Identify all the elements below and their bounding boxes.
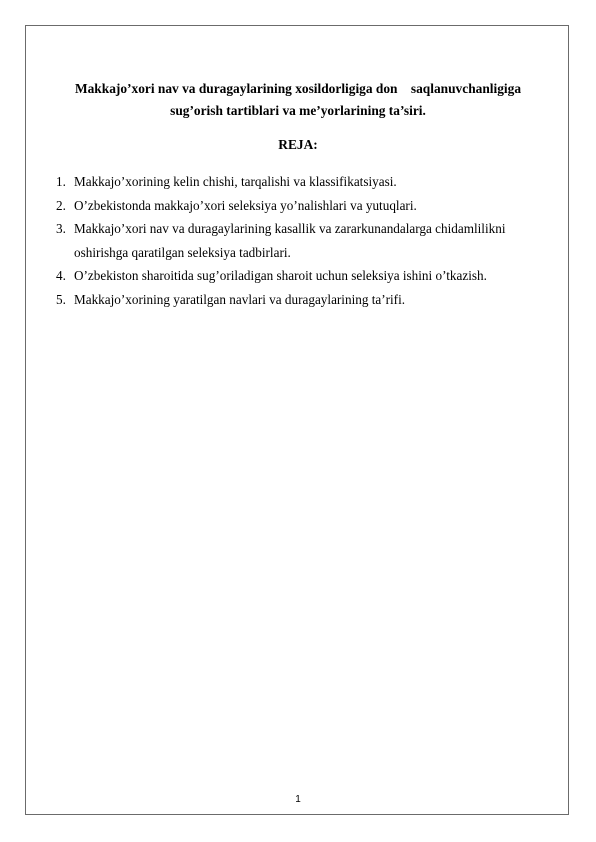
plan-item <box>56 170 546 194</box>
plan-item-number: 5. <box>56 291 66 307</box>
document-title <box>40 78 556 122</box>
plan-item-number: 1. <box>56 174 66 189</box>
plan-item-text <box>74 264 546 288</box>
plan-item <box>56 264 546 288</box>
plan-item <box>56 217 546 264</box>
document-title-line: sug’orish tartiblari va me’yorlarining ta’siri. <box>170 103 426 118</box>
plan-item-line: O’zbekiston sharoitida sug’oriladigan sharoit uchun seleksiya ishini o’tkazish. <box>74 268 487 283</box>
plan-heading: REJA: <box>278 137 318 152</box>
plan-item-number: 4. <box>56 268 66 283</box>
document-title-line: Makkajo’xori nav va duragaylarining xosildorligiga don saqlanuvchanligiga <box>74 81 522 96</box>
plan-item-text <box>74 170 546 194</box>
plan-item-number: 3. <box>56 221 66 236</box>
plan-item-text <box>74 288 546 312</box>
plan-item <box>56 288 546 312</box>
plan-item-number: 2. <box>56 197 66 213</box>
plan-list <box>56 170 546 311</box>
plan-item-text <box>74 217 546 264</box>
page-number: 1 <box>295 794 301 805</box>
plan-item-line: O’zbekistonda makkajo’xori seleksiya yo’nalishlari va yutuqlari. <box>74 197 417 213</box>
plan-item <box>56 194 546 218</box>
plan-item-line: Makkajo’xorining kelin chishi, tarqalishi va klassifikatsiyasi. <box>74 174 397 189</box>
plan-item-line: Makkajo’xori nav va duragaylarining kasallik va zararkunandalarga chidamlilikni <box>74 221 506 236</box>
plan-item-line: Makkajo’xorining yaratilgan navlari va duragaylarining ta’rifi. <box>74 291 406 307</box>
plan-item-line: oshirishga qaratilgan seleksiya tadbirlari. <box>74 244 291 260</box>
plan-item-text <box>74 194 546 218</box>
